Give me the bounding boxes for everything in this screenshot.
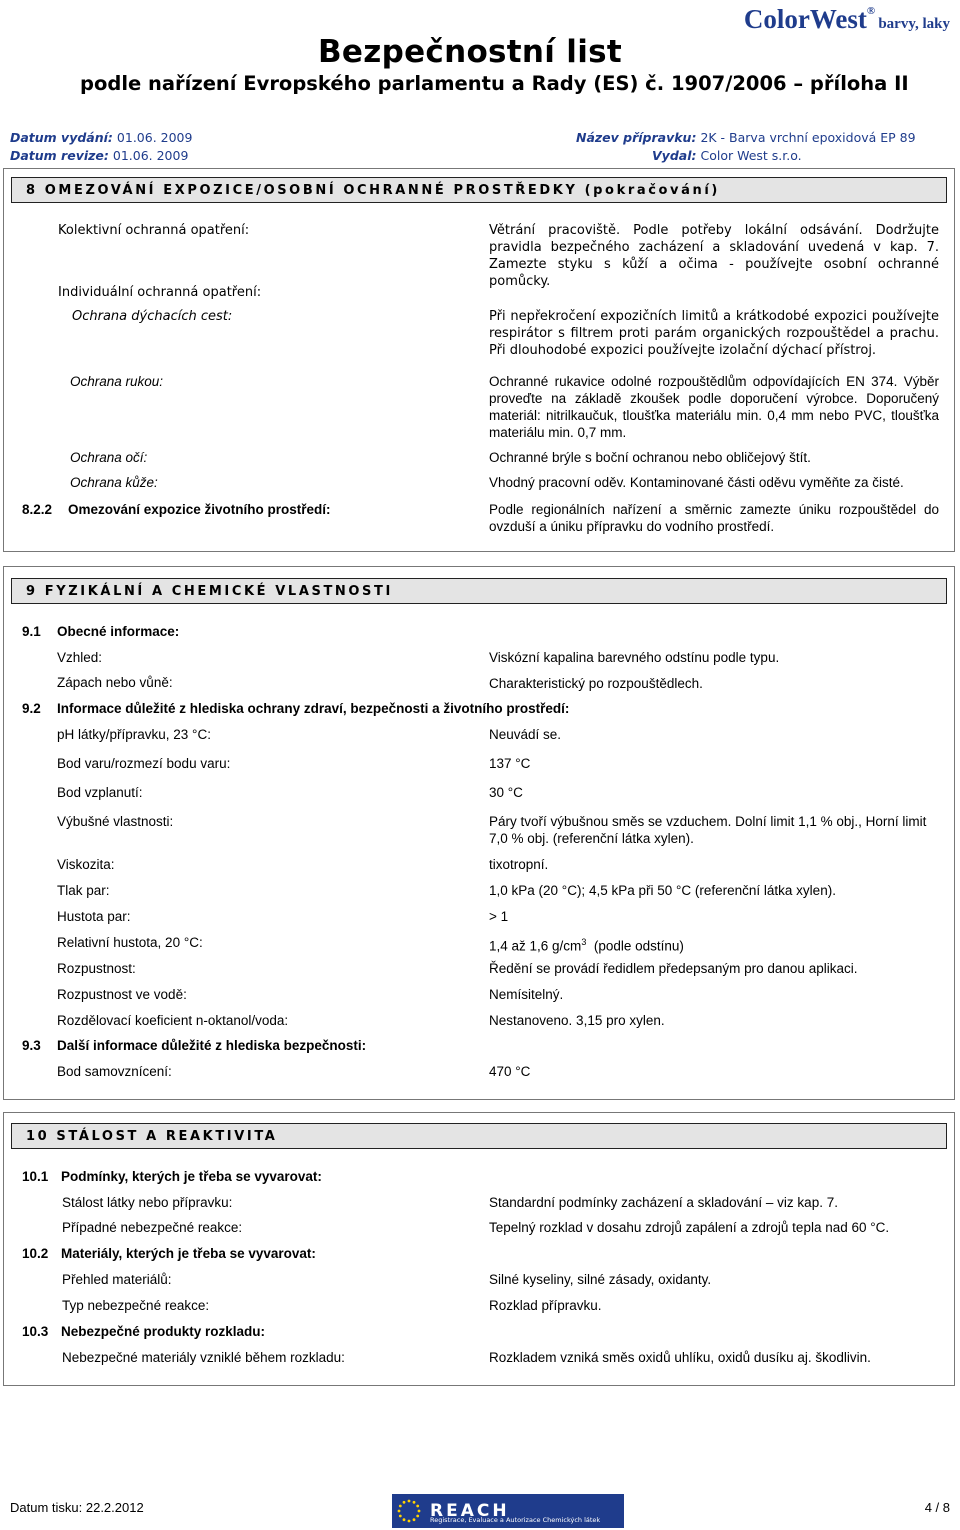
- odor-label: Zápach nebo vůně:: [57, 675, 173, 690]
- issue-date: [10, 130, 192, 145]
- odor-value: Charakteristický po rozpouštědlech.: [489, 676, 703, 691]
- autoignition-label: Bod samovznícení:: [57, 1064, 172, 1079]
- product-name-value: 2K - Barva vrchní epoxidová EP 89: [700, 130, 916, 145]
- reach-logo: [392, 1494, 624, 1528]
- density-value: 1,4 až 1,6 g/cm: [489, 938, 582, 954]
- brand-tagline: barvy, laky: [878, 16, 950, 32]
- property-label: Viskozita:: [57, 857, 115, 872]
- s101-number: 10.1: [22, 1169, 49, 1184]
- s102-title: Materiály, kterých je třeba se vyvarovat:: [61, 1246, 316, 1261]
- s93-title: Další informace důležité z hlediska bezpečnosti:: [57, 1038, 367, 1053]
- issuer-value: Color West s.r.o.: [700, 148, 802, 163]
- property-label: Bod vzplanutí:: [57, 785, 143, 800]
- property-label: Relativní hustota, 20 °C:: [57, 935, 203, 950]
- property-label: Rozpustnost:: [57, 961, 136, 976]
- density-unit-exponent: 3: [581, 937, 587, 947]
- property-value: > 1: [489, 909, 509, 924]
- property-value: Nestanoveno. 3,15 pro xylen.: [489, 1013, 665, 1028]
- reach-word: REACH: [430, 1501, 510, 1521]
- section-10-heading: 10 STÁLOST A REAKTIVITA: [11, 1123, 947, 1149]
- reach-tagline: Registrace, Evaluace a Autorizace Chemických látek: [430, 1516, 601, 1524]
- materials-value: Silné kyseliny, silné zásady, oxidanty.: [489, 1272, 712, 1287]
- s92-number: 9.2: [22, 701, 41, 716]
- eu-stars-icon: [394, 1496, 424, 1526]
- property-label: Bod varu/rozmezí bodu varu:: [57, 756, 231, 771]
- property-value: 137 °C: [489, 756, 531, 771]
- property-value: 1,0 kPa (20 °C); 4,5 kPa při 50 °C (referenční látka xylen).: [489, 883, 836, 898]
- respiratory-value: Při nepřekročení expozičních limitů a krátkodobé expozici používejte respirátor s filtrem proti parám organických rozpouštědel a prachu. Při dlouhodobé expozici používejte izolační dýchací přístroj.: [489, 309, 939, 358]
- skin-label: Ochrana kůže:: [70, 475, 158, 490]
- brand-name: ColorWest: [743, 4, 867, 34]
- property-label: Výbušné vlastnosti:: [57, 814, 174, 829]
- property-value: Nemísitelný.: [489, 987, 564, 1002]
- materials-label: Přehled materiálů:: [62, 1272, 172, 1287]
- s91-title: Obecné informace:: [57, 624, 180, 639]
- brand-registered: ®: [866, 5, 876, 17]
- property-value: [489, 934, 684, 955]
- property-value: Neuvádí se.: [489, 727, 562, 742]
- hands-value: Ochranné rukavice odolné rozpouštědlům odpovídajících EN 374. Výběr proveďte na základě zkoušek podle doporučení výrobce. Doporučený materiál: nitrilkaučuk, tloušťka materiálu min. 0,4 mm nebo PVC, tloušťka materiálu min. 0,7 mm.: [489, 374, 939, 440]
- s92-title: Informace důležité z hlediska ochrany zdraví, bezpečnosti a životního prostředí:: [57, 701, 570, 716]
- stability-value: Standardní podmínky zacházení a skladování – viz kap. 7.: [489, 1195, 838, 1210]
- collective-label: Kolektivní ochranná opatření:: [58, 223, 250, 238]
- print-date: Datum tisku: 22.2.2012: [10, 1500, 144, 1515]
- revision-date-label: Datum revize:: [10, 148, 109, 163]
- collective-value: Větrání pracoviště. Podle potřeby lokální odsávání. Dodržujte pravidla bezpečného zacházení a skladování uvedená v kap. 7. Zamezte styku s kůží a očima - používejte osobní ochranné pomůcky.: [489, 223, 939, 289]
- brand-logo: [744, 4, 950, 35]
- issuer-label: Vydal:: [652, 148, 697, 163]
- issue-date-value: 01.06. 2009: [116, 130, 193, 145]
- issuer: [652, 148, 802, 163]
- revision-date: [10, 148, 188, 163]
- s103-number: 10.3: [22, 1324, 49, 1339]
- hazardous-reactions-label: Případné nebezpečné reakce:: [62, 1220, 243, 1235]
- page-title: Bezpečnostní list: [318, 34, 623, 70]
- respiratory-label: Ochrana dýchacích cest:: [72, 309, 233, 324]
- s101-title: Podmínky, kterých je třeba se vyvarovat:: [61, 1169, 322, 1184]
- property-label: Rozdělovací koeficient n-oktanol/voda:: [57, 1013, 289, 1028]
- density-note: (podle odstínu): [586, 938, 684, 954]
- env-value: Podle regionálních nařízení a směrnic zamezte úniku rozpouštědel do ovzduší a úniku přípravku do vodního prostředí.: [489, 502, 939, 534]
- property-label: Tlak par:: [57, 883, 110, 898]
- hands-label: Ochrana rukou:: [70, 374, 164, 389]
- decomposition-label: Nebezpečné materiály vzniklé během rozkladu:: [62, 1350, 345, 1365]
- property-value: tixotropní.: [489, 857, 549, 872]
- env-number: 8.2.2: [22, 502, 53, 517]
- section-9-heading: 9 FYZIKÁLNÍ A CHEMICKÉ VLASTNOSTI: [11, 578, 947, 604]
- stability-label: Stálost látky nebo přípravku:: [62, 1195, 233, 1210]
- env-label: Omezování expozice životního prostředí:: [68, 502, 331, 517]
- property-label: pH látky/přípravku, 23 °C:: [57, 727, 211, 742]
- property-value: Ředění se provádí ředidlem předepsaným pro danou aplikaci.: [489, 961, 858, 976]
- appearance-label: Vzhled:: [57, 650, 103, 665]
- skin-value: Vhodný pracovní oděv. Kontaminované části oděvu vyměňte za čisté.: [489, 475, 904, 490]
- hazardous-reactions-value: Tepelný rozklad v dosahu zdrojů zapálení a zdrojů tepla nad 60 °C.: [489, 1220, 890, 1235]
- section-8-heading: 8 OMEZOVÁNÍ EXPOZICE/OSOBNÍ OCHRANNÉ PROSTŘEDKY (pokračování): [11, 177, 947, 203]
- page-subtitle: podle nařízení Evropského parlamentu a Rady (ES) č. 1907/2006 – příloha II: [80, 72, 909, 95]
- appearance-value: Viskózní kapalina barevného odstínu podle typu.: [489, 650, 780, 665]
- revision-date-value: 01.06. 2009: [112, 148, 189, 163]
- s93-number: 9.3: [22, 1038, 41, 1053]
- individual-label: Individuální ochranná opatření:: [58, 285, 262, 300]
- s102-number: 10.2: [22, 1246, 49, 1261]
- product-name-label: Název přípravku:: [576, 130, 697, 145]
- s103-title: Nebezpečné produkty rozkladu:: [61, 1324, 266, 1339]
- decomposition-value: Rozkladem vzniká směs oxidů uhlíku, oxidů dusíku aj. škodlivin.: [489, 1350, 871, 1365]
- product-name: [576, 130, 916, 145]
- reaction-type-label: Typ nebezpečné reakce:: [62, 1298, 210, 1313]
- page-number: 4 / 8: [924, 1500, 950, 1515]
- autoignition-value: 470 °C: [489, 1064, 531, 1079]
- eyes-label: Ochrana očí:: [70, 450, 148, 465]
- property-value: Páry tvoří výbušnou směs se vzduchem. Dolní limit 1,1 % obj., Horní limit 7,0 % obj. (referenční látka xylen).: [489, 814, 927, 846]
- property-label: Rozpustnost ve vodě:: [57, 987, 187, 1002]
- reaction-type-value: Rozklad přípravku.: [489, 1298, 602, 1313]
- eyes-value: Ochranné brýle s boční ochranou nebo obličejový štít.: [489, 450, 811, 465]
- issue-date-label: Datum vydání:: [10, 130, 113, 145]
- s91-number: 9.1: [22, 624, 41, 639]
- property-label: Hustota par:: [57, 909, 131, 924]
- property-value: 30 °C: [489, 785, 523, 800]
